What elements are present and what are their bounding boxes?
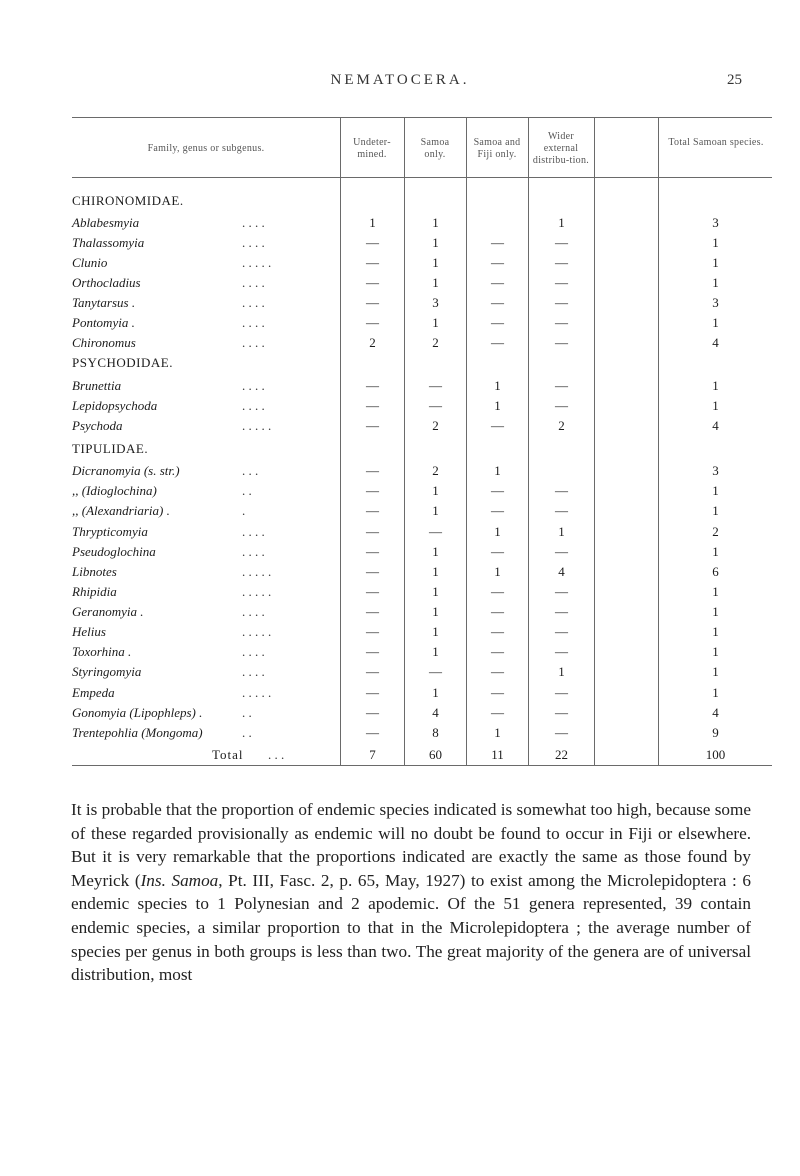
taxon-name: Pseudoglochina: [72, 544, 156, 559]
table-header-rule: [72, 177, 772, 178]
table-cell: 3: [712, 463, 719, 478]
table-cell: —: [491, 275, 504, 290]
leader-dots: . . . .: [242, 315, 265, 330]
family-name: CHIRONOMIDAE.: [72, 193, 184, 208]
table-cell: 4: [432, 705, 439, 720]
table-cell: 1: [432, 215, 439, 230]
table-row: [72, 378, 772, 398]
leader-dots: . .: [242, 705, 252, 720]
table-cell: 1: [432, 685, 439, 700]
table-cell: 1: [712, 398, 719, 413]
table-cell: 1: [369, 215, 376, 230]
table-cell: —: [491, 624, 504, 639]
table-cell: 1: [432, 624, 439, 639]
table-cell: 1: [712, 624, 719, 639]
citation-title: Ins. Samoa: [140, 870, 219, 890]
table-cell: 1: [432, 584, 439, 599]
table-cell: 1: [712, 235, 719, 250]
table-cell: —: [366, 524, 379, 539]
table-cell: 1: [558, 524, 565, 539]
leader-dots: . . . . .: [242, 418, 272, 433]
family-row: [72, 193, 772, 213]
paragraph-text-2: , Pt. III, Fasc. 2, p. 65, May, 1927) to exist among the Microlepidoptera : 6 endemic species to 1 Polynesian and 2 apodemic. Of the 51 genera represented, 39 contain endemic species, a similar proportion to that in the Microlepidoptera ; the average number of species per genus in both groups is less than two. The great majority of the genera are of universal distribution, most: [71, 870, 751, 985]
table-cell: —: [555, 275, 568, 290]
table-cell: —: [491, 483, 504, 498]
total-label: Total: [212, 747, 244, 762]
table-cell: 2: [432, 335, 439, 350]
table-cell: 1: [712, 644, 719, 659]
taxon-name: Lepidopsychoda: [72, 398, 158, 413]
table-row: [72, 685, 772, 705]
table-cell: —: [491, 544, 504, 559]
table-cell: 1: [712, 378, 719, 393]
body-paragraph: [71, 798, 751, 987]
taxon-name: Helius: [72, 624, 106, 639]
table-row: [72, 584, 772, 604]
table-cell: —: [366, 295, 379, 310]
table-cell: —: [491, 315, 504, 330]
table-cell: —: [429, 664, 442, 679]
table-cell: —: [366, 564, 379, 579]
table-row: [72, 398, 772, 418]
table-cell: —: [491, 685, 504, 700]
col-header-family: Family, genus or subgenus.: [147, 143, 265, 154]
table-cell: —: [555, 483, 568, 498]
table-cell: 7: [369, 747, 376, 762]
table-cell: 4: [558, 564, 565, 579]
leader-dots: . . . .: [242, 215, 265, 230]
family-name: PSYCHODIDAE.: [72, 355, 173, 370]
table-cell: —: [366, 255, 379, 270]
taxon-name: Libnotes: [72, 564, 117, 579]
table-cell: —: [491, 418, 504, 433]
table-cell: 2: [369, 335, 376, 350]
taxon-name: Empeda: [72, 685, 115, 700]
page-number: 25: [727, 72, 742, 88]
table-cell: 4: [712, 418, 719, 433]
table-cell: —: [366, 275, 379, 290]
taxon-name: Geranomyia .: [72, 604, 144, 619]
table-cell: —: [555, 335, 568, 350]
table-cell: 1: [432, 604, 439, 619]
table-cell: —: [366, 705, 379, 720]
table-cell: 3: [432, 295, 439, 310]
col-header-undetermined: Undeter-mined.: [353, 137, 391, 160]
table-row: [72, 664, 772, 684]
table-cell: 2: [432, 463, 439, 478]
col-header-total: Total Samoan species.: [668, 137, 764, 148]
table-cell: 22: [555, 747, 568, 762]
table-cell: 1: [494, 463, 501, 478]
taxon-name: Rhipidia: [72, 584, 117, 599]
table-cell: —: [366, 685, 379, 700]
table-cell: —: [366, 483, 379, 498]
table-row: [72, 524, 772, 544]
table-cell: —: [555, 584, 568, 599]
leader-dots: . . . .: [242, 664, 265, 679]
table-cell: 4: [712, 705, 719, 720]
table-cell: 6: [712, 564, 719, 579]
col-header-samoa-only: Samoa only.: [420, 137, 450, 160]
col-header-wider-distribution: Wider external distribu-tion.: [532, 131, 590, 166]
table-row: [72, 463, 772, 483]
taxon-name: Trentepohlia (Mongoma): [72, 725, 203, 740]
leader-dots: . .: [242, 483, 252, 498]
taxon-name: Styringomyia: [72, 664, 142, 679]
table-cell: —: [491, 644, 504, 659]
table-cell: 8: [432, 725, 439, 740]
taxon-name: Ablabesmyia: [72, 215, 140, 230]
table-cell: 2: [432, 418, 439, 433]
table-cell: 1: [494, 524, 501, 539]
table-row: [72, 705, 772, 725]
table-cell: —: [555, 544, 568, 559]
leader-dots: . . . . .: [242, 685, 272, 700]
table-cell: 1: [558, 664, 565, 679]
table-cell: 1: [494, 398, 501, 413]
table-cell: 11: [491, 747, 504, 762]
table-cell: 1: [432, 483, 439, 498]
table-cell: —: [366, 503, 379, 518]
table-cell: 1: [432, 644, 439, 659]
taxon-name: Psychoda: [72, 418, 123, 433]
table-cell: —: [555, 378, 568, 393]
distribution-table: [72, 117, 772, 767]
table-cell: —: [366, 644, 379, 659]
taxon-name: Pontomyia .: [72, 315, 135, 330]
leader-dots: . . . . .: [242, 564, 272, 579]
table-cell: 1: [558, 215, 565, 230]
table-cell: —: [429, 524, 442, 539]
table-row: [72, 315, 772, 335]
taxon-name: ,, (Alexandriaria) .: [72, 503, 170, 518]
taxon-name: Gonomyia (Lipophleps) .: [72, 705, 203, 720]
table-cell: 1: [712, 255, 719, 270]
table-cell: —: [491, 235, 504, 250]
table-cell: 4: [712, 335, 719, 350]
family-row: [72, 355, 772, 375]
table-cell: —: [491, 604, 504, 619]
table-cell: —: [555, 644, 568, 659]
col-header-samoa-fiji: Samoa and Fiji only.: [473, 137, 521, 160]
family-row: [72, 441, 772, 461]
table-cell: —: [429, 378, 442, 393]
running-title: NEMATOCERA.: [330, 72, 470, 88]
table-cell: 1: [712, 604, 719, 619]
table-cell: —: [555, 255, 568, 270]
table-cell: 9: [712, 725, 719, 740]
leader-dots: . . . . .: [242, 624, 272, 639]
leader-dots: . . .: [268, 747, 285, 762]
table-cell: —: [555, 685, 568, 700]
table-cell: 3: [712, 215, 719, 230]
table-row: [72, 235, 772, 255]
taxon-name: Tanytarsus .: [72, 295, 136, 310]
taxon-name: Brunettia: [72, 378, 122, 393]
leader-dots: . . . .: [242, 295, 265, 310]
table-cell: —: [491, 705, 504, 720]
table-cell: —: [555, 398, 568, 413]
leader-dots: . . . .: [242, 398, 265, 413]
leader-dots: . . . .: [242, 644, 265, 659]
table-cell: —: [555, 503, 568, 518]
taxon-name: Toxorhina .: [72, 644, 132, 659]
table-cell: 1: [712, 503, 719, 518]
taxon-name: Thrypticomyia: [72, 524, 148, 539]
table-cell: —: [555, 315, 568, 330]
table-cell: 1: [432, 564, 439, 579]
table-cell: —: [366, 604, 379, 619]
table-cell: 2: [712, 524, 719, 539]
table-row: [72, 604, 772, 624]
table-row: [72, 544, 772, 564]
table-row: [72, 503, 772, 523]
total-row: [72, 747, 772, 767]
taxon-name: Chironomus: [72, 335, 136, 350]
table-row: [72, 624, 772, 644]
table-cell: —: [491, 664, 504, 679]
table-cell: 3: [712, 295, 719, 310]
table-cell: —: [366, 235, 379, 250]
table-cell: 1: [494, 725, 501, 740]
table-row: [72, 255, 772, 275]
table-cell: 1: [494, 564, 501, 579]
leader-dots: .: [242, 503, 246, 518]
table-cell: 1: [432, 235, 439, 250]
table-cell: —: [366, 315, 379, 330]
table-row: [72, 335, 772, 355]
leader-dots: . . . . .: [242, 255, 272, 270]
table-row: [72, 295, 772, 315]
table-cell: —: [366, 664, 379, 679]
leader-dots: . .: [242, 725, 252, 740]
table-cell: 1: [712, 275, 719, 290]
leader-dots: . . . .: [242, 378, 265, 393]
table-cell: —: [366, 725, 379, 740]
table-cell: 1: [432, 503, 439, 518]
table-row: [72, 418, 772, 438]
table-cell: 1: [432, 544, 439, 559]
leader-dots: . . . .: [242, 275, 265, 290]
table-cell: —: [491, 295, 504, 310]
table-cell: —: [491, 584, 504, 599]
leader-dots: . . . .: [242, 235, 265, 250]
table-cell: —: [366, 398, 379, 413]
table-top-rule: [72, 117, 772, 118]
taxon-name: Dicranomyia (s. str.): [72, 463, 180, 478]
table-cell: —: [555, 725, 568, 740]
taxon-name: ,, (Idioglochina): [72, 483, 157, 498]
table-row: [72, 564, 772, 584]
table-cell: 1: [432, 255, 439, 270]
family-name: TIPULIDAE.: [72, 441, 149, 456]
table-cell: —: [366, 584, 379, 599]
table-cell: 1: [712, 315, 719, 330]
table-cell: 1: [432, 315, 439, 330]
table-cell: —: [366, 378, 379, 393]
leader-dots: . . . .: [242, 544, 265, 559]
table-row: [72, 483, 772, 503]
table-cell: —: [555, 604, 568, 619]
table-cell: —: [429, 398, 442, 413]
leader-dots: . . . .: [242, 335, 265, 350]
table-cell: —: [366, 463, 379, 478]
table-cell: —: [555, 705, 568, 720]
table-cell: 1: [712, 664, 719, 679]
table-cell: 2: [558, 418, 565, 433]
table-row: [72, 275, 772, 295]
table-cell: —: [366, 418, 379, 433]
taxon-name: Thalassomyia: [72, 235, 145, 250]
table-cell: —: [491, 255, 504, 270]
taxon-name: Clunio: [72, 255, 108, 270]
table-cell: 1: [432, 275, 439, 290]
table-cell: 1: [712, 685, 719, 700]
table-cell: —: [491, 335, 504, 350]
table-cell: 1: [712, 584, 719, 599]
table-cell: 1: [494, 378, 501, 393]
table-cell: —: [491, 503, 504, 518]
leader-dots: . . . .: [242, 604, 265, 619]
table-cell: 60: [429, 747, 442, 762]
table-row: [72, 215, 772, 235]
table-cell: 1: [712, 483, 719, 498]
taxon-name: Orthocladius: [72, 275, 141, 290]
table-cell: —: [366, 624, 379, 639]
leader-dots: . . . . .: [242, 584, 272, 599]
table-cell: 100: [705, 747, 726, 762]
table-cell: —: [555, 295, 568, 310]
table-row: [72, 644, 772, 664]
leader-dots: . . .: [242, 463, 259, 478]
paragraph-text-1: It is probable that the proportion of endemic species indicated is somewhat too high, because some of these regarded provisionally as endemic will no doubt be found to occur in Fiji or elsewhere. But it is very remarkable that the proportions indicated are exactly the same as those found by Meyrick (: [71, 800, 751, 890]
table-cell: —: [555, 624, 568, 639]
table-cell: 1: [712, 544, 719, 559]
table-cell: —: [555, 235, 568, 250]
table-cell: —: [366, 544, 379, 559]
table-row: [72, 725, 772, 745]
leader-dots: . . . .: [242, 524, 265, 539]
